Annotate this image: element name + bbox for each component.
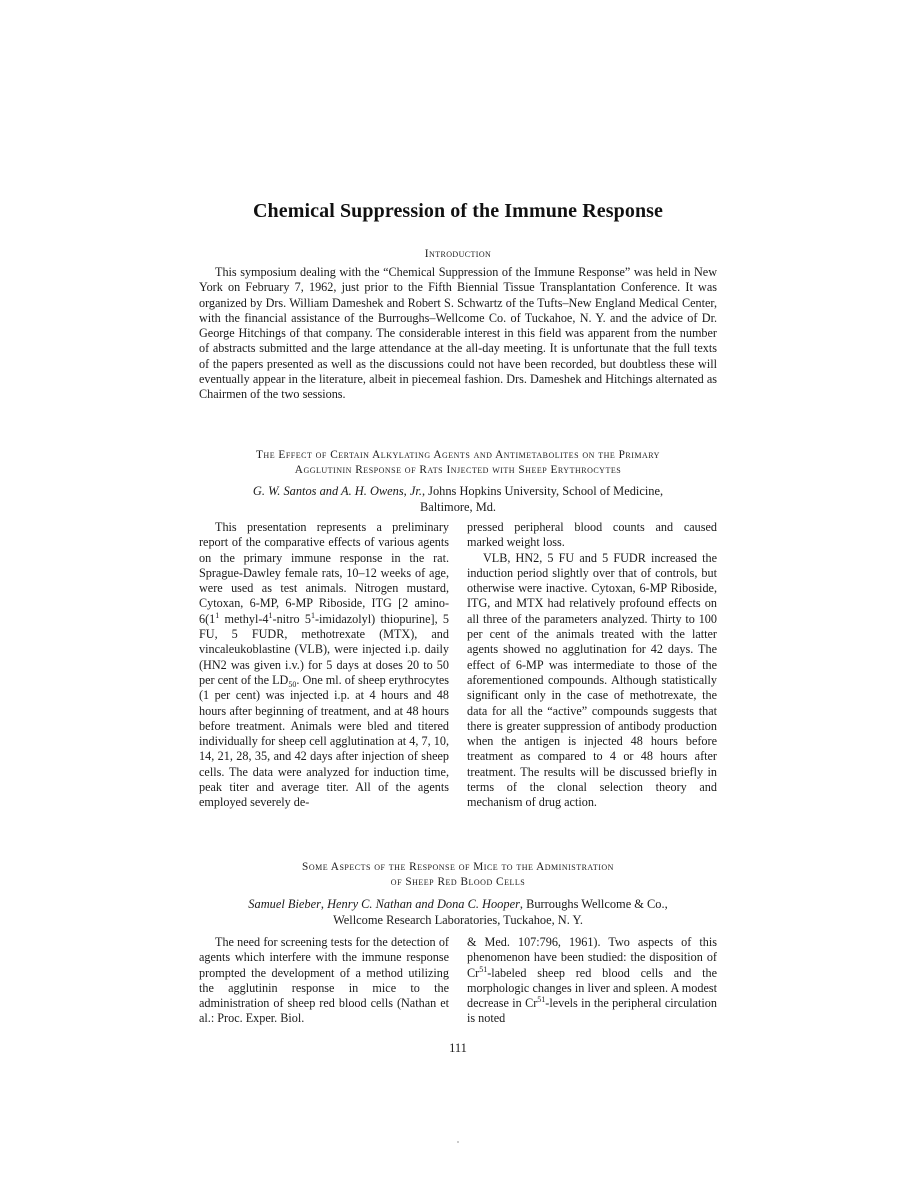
scan-artifact [457,1141,459,1143]
text-run: VLB, HN2, 5 FU and 5 FUDR increased the induction period slightly over that of controls, but otherwise were inactive. Cytoxan, 6-MP Riboside, ITG, and MTX had relatively profound effects on all three of the parameters analyzed. Thirty to 100 per cent of the animals treated with the latter agents showed no agglutination for 42 days. The effect of 6-MP was intermediate to those of the aforementioned compounds. Although statistically significant only in the case of methotrexate, the data for all the “active” compounds suggests that there is greater suppression of antibody production when the antigen is injected 48 hours before treatment as compared to 4 or 48 hours after treatment. The results will be discussed briefly in terms of the clonal selection theory and mechanism of drug action. [467,550,717,810]
section1-heading [199,448,717,478]
text-run: The need for screening tests for the detection of agents which interfere with the immune response prompted the development of a method utilizing the agglutinin response in mice to the administration of sheep red blood cells (Nathan et al.: Proc. Exper. Biol. [199,935,449,1026]
section2-affiliation: , Burroughs Wellcome & Co., [519,897,668,911]
section1-right-paragraph-1: pressed peripheral blood counts and caused marked weight loss. [467,520,717,550]
page-title: Chemical Suppression of the Immune Response [252,200,664,222]
section1-heading-line1: The Effect of Certain Alkylating Agents and Antimetabolites on the Primary [256,449,660,461]
subscript: 50 [288,679,297,689]
text-run: -labeled sheep red blood cells and the morphologic changes in liver and spleen. A modest decrease in Cr [467,965,717,1011]
author-name: Henry C. Nathan [327,897,413,911]
introduction-body [199,265,717,403]
section1-right-paragraph-2 [467,551,717,811]
section1-affiliation: , Johns Hopkins University, School of Medicine, [421,484,664,498]
text-run: -nitro 5 [272,611,311,626]
section2-heading-line2: of Sheep Red Blood Cells [390,876,526,888]
section1-heading-line2: Agglutinin Response of Rats Injected with Sheep Erythrocytes [294,464,622,476]
introduction-paragraph [199,265,717,403]
superscript: 1 [310,610,315,620]
section1-byline [199,484,717,515]
text-run: methyl-4 [219,611,269,626]
section1-right-column [467,520,717,811]
superscript: 51 [479,964,488,974]
section2-heading-line1: Some Aspects of the Response of Mice to the Administration [302,861,614,873]
section1-authors: G. W. Santos and A. H. Owens, Jr. [252,484,422,498]
introduction-text: This symposium dealing with the “Chemical Suppression of the Immune Response” was held in New York on February 7, 1962, just prior to the Fifth Biennial Tissue Transplantation Conference. It was organized by Drs. William Dameshek and Robert S. Schwartz of the Tufts–New England Medical Center, with the financial assistance of the Burroughs–Wellcome Co. of Tuckahoe, N. Y. and the advice of Dr. George Hitchings of that company. The considerable interest in this field was apparent from the number of abstracts submitted and the large attendance at the all-day meeting. It is unfortunate that the full texts of the papers presented as well as the discussions could not have been recorded, but doubtless these will eventually appear in the literature, albeit in piecemeal fashion. Drs. Dameshek and Hitchings alternated as Chairmen of the two sessions. [199,265,717,402]
section2-affiliation-lab: Wellcome Research Laboratories, Tuckahoe, N. Y. [333,912,583,927]
section2-left-column [199,935,449,1027]
section2-right-paragraph [467,935,717,1027]
section1-left-paragraph [199,520,449,811]
text-run: This presentation represents a preliminary report of the comparative effects of various agents on the primary immune response in the rat. Sprague-Dawley female rats, 10–12 weeks of age, were used as test animals. Nitrogen mustard, Cytoxan, 6-MP, 6-MP Riboside, ITG [2 amino-6(1 [199,520,449,626]
section2-right-column [467,935,717,1027]
section1-affiliation-city: Baltimore, Md. [419,499,497,514]
text-run: . One ml. of sheep erythrocytes (1 per cent) was injected i.p. at 4 hours and 48 hours after beginning of treatment, and at 48 hours before treatment. Animals were bled and titered individually for sheep cell agglutination at 4, 7, 10, 14, 21, 28, 35, and 42 days after injection of sheep cells. The data were analyzed for induction time, peak titer and average titer. All of the agents employed severely de- [199,672,449,810]
author-name: Samuel Bieber [248,897,321,911]
introduction-heading: Introduction [424,248,492,260]
author-conjunction: and [415,897,434,911]
text-run: & Med. 107:796, 1961). Two aspects of this phenomenon have been studied: the disposition of Cr [467,935,717,980]
superscript: 51 [537,995,546,1005]
section2-heading [199,860,717,890]
section1-left-column [199,520,449,811]
superscript: 1 [215,610,220,620]
section2-left-paragraph [199,935,449,1027]
page-number: 111 [449,1041,467,1055]
text-run: -imidazolyl) thiopurine], 5 FU, 5 FUDR, methotrexate (MTX), and vincaleukoblastine (VLB), were injected i.p. daily (HN2 was given i.v.) for 5 days at doses 20 to 50 per cent of the LD [199,611,449,687]
text-run: -levels in the peripheral circulation is noted [467,996,717,1026]
superscript: 1 [268,610,273,620]
section2-byline: Samuel Bieber, Henry C. Nathan and Dona C. Hooper, Burroughs Wellcome & Co., Wellcome Research Laboratories, Tuckahoe, N. Y. [199,897,717,928]
author-name: Dona C. Hooper [436,897,520,911]
